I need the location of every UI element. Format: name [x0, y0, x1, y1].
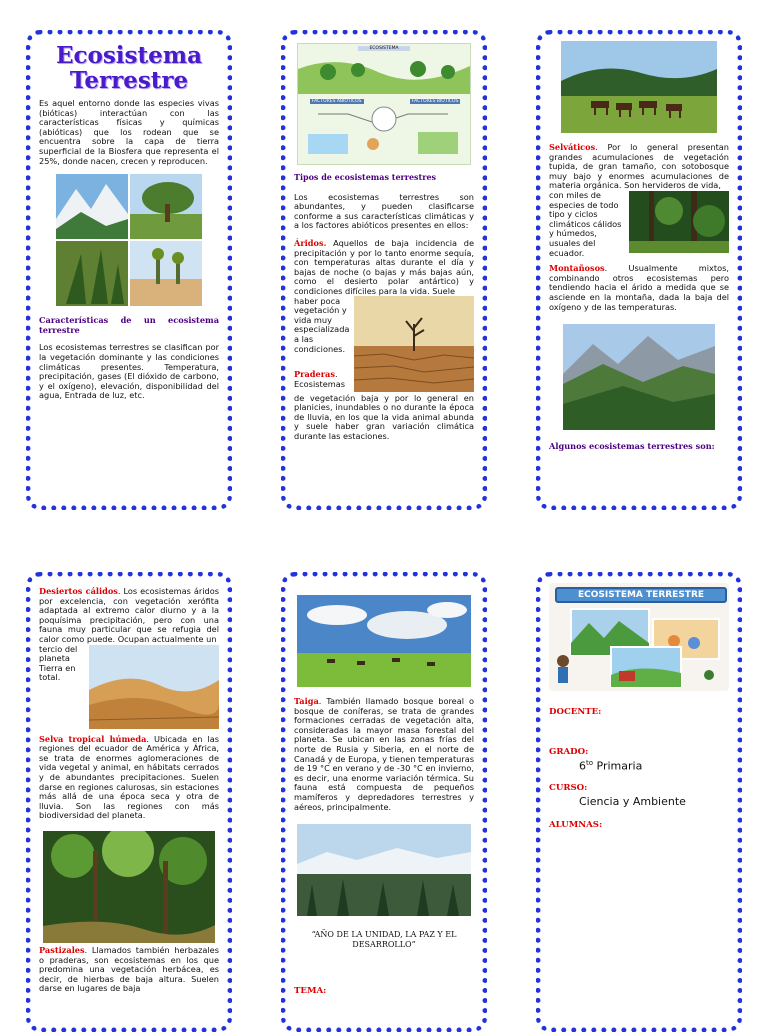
tema-label: TEMA: [294, 986, 327, 997]
ecosystems-collage-image [56, 174, 202, 306]
grado-value: $6^{to}$ Primaria [579, 759, 643, 773]
selva-text: Selva tropical húmeda. Ubicada en las regiones del ecuador de América y África, se trata de enormes aglomeraciones de vida vegetal y animal, en hábitats cerrados y de abundantes precipitaciones. Suelen darse en regiones calurosas, sin estaciones más allá de una época seca y otra de lluvia. Son las regiones con más biodiversidad del planeta. [39, 733, 219, 821]
panel-selvaticos: Selváticos. Por lo general presentan grandes acumulaciones de vegetación tupida, de gran tamaño, con sotobosque muy bajo y enormes acumulaciones de materia orgánica. Son hervideros de vida, con miles de especies de todo tipo y ciclos climáticos cálidos y húmedos, usuales del ecuador. Montañosos. Usualmente mixtos, combinando otros ecosistemas pero tendiendo hacia el árido a medida que se asciende en la montaña, dada la baja del oxígeno y de las temperaturas. Algunos ecosistemas terrestres son: [536, 30, 742, 510]
praderas-intro: Praderas. Ecosistemas [294, 369, 345, 389]
banner-title: ECOSISTEMA TERRESTRE [555, 587, 727, 603]
types-intro: Los ecosistemas terrestres son abundantes, y pueden clasificarse conforme a sus características climáticas y a los factores abióticos presentes en ellos: [294, 191, 474, 231]
algunos-heading: Algunos ecosistemas terrestres son: [549, 441, 715, 452]
panel-types: ECOSISTEMA FACTORES ABIÓTICOS FACTORES BIÓTICOS Tipos de ecosistemas terrestres Los ecosistemas terrestres son abundantes, y pueden clasificarse conforme a sus características climáticas y a los factores abióticos presentes en ellos: Áridos. Aquellos de baja incidencia de precipitación y por lo tanto enorme sequía, con temperaturas altas durante el día y bajas de noche (o bajas y más bajas aún, como el desierto polar antártico) y condiciones difíciles para la vida. Suele haber poca vegetación y vida muy especializada a las condiciones. Praderas. Ecosistemas de vegetación baja y por lo general en planicies, inundables o no durante la época de lluvia, en los que la vida animal abunda y suele haber gran variación climática durante las estaciones. [281, 30, 487, 510]
panel-cover [536, 572, 742, 1032]
jungle-image [629, 191, 729, 253]
aridos-text: Áridos. Aquellos de baja incidencia de precipitación y por lo tanto enorme sequía, con temperaturas altas durante el día y bajas de noche (o bajas y más bajas aún, como el desierto polar antártico) y condiciones difíciles para la vida. Suele [294, 237, 474, 296]
curso-label: CURSO: [549, 782, 588, 793]
praderas-text: de vegetación baja y por lo general en planicies, inundables o no durante la época de lluvia, en los que la vida animal abunda y suele haber gran variación climática durante las estaciones. [294, 392, 474, 441]
curso-value: Ciencia y Ambiente [579, 794, 686, 808]
montanosos-text: Montañosos. Usualmente mixtos, combinando otros ecosistemas pero tendiendo hacia el árido a medida que se asciende en la montaña, dada la baja del oxígeno y de las temperaturas. [549, 263, 729, 312]
cows-grassland-image [297, 595, 471, 687]
types-heading: Tipos de ecosistemas terrestres [294, 172, 437, 182]
taiga-forest-image [297, 824, 471, 916]
taiga-text: Taiga. También llamado bosque boreal o bosque de coníferas, se trata de grandes formaciones cerradas de vegetación alta, consideradas la mayor masa forestal del planeta. Se ubican en las zonas frías del norte de Rusia y Siberia, en el norte de Canadá y de Europa, y tienen temperaturas de 19 °C en verano y de -30 °C en invierno, es decir, una enorme variación térmica. Su fauna está compuesta de pequeños mamíferos y depredadores terrestres y aéreos, principalmente. [294, 696, 474, 812]
selvaticos-text: Selváticos. Por lo general presentan grandes acumulaciones de vegetación tupida, de gran tamaño, con sotobosque muy bajo y enormes acumulaciones de materia orgánica. Son hervideros de vida, [549, 142, 729, 191]
ecosystem-diagram: ECOSISTEMA FACTORES ABIÓTICOS FACTORES BIÓTICOS [297, 43, 471, 165]
rainforest-image [43, 831, 215, 943]
grado-label: GRADO: [549, 747, 589, 757]
docente-label: DOCENTE: [549, 707, 602, 717]
intro-text: Es aquel entorno donde las especies vivas (bióticas) interactúan con las características físicas y químicas (abióticas) que los rodean que se encuentra sobre la capa de tierra superficial de la Biosfera que representa el 25%, donde nacen, crecen y reproducen. [39, 98, 219, 166]
pastizales-text: Pastizales. Llamados también herbazales o praderas, son ecosistemas en los que predomina una vegetación herbácea, es decir, de hierbas de baja altura. Suelen darse en lugares de baja [39, 944, 219, 994]
arid-land-image [354, 296, 474, 392]
alumnas-label: ALUMNAS: [549, 819, 603, 830]
motto-text: “AÑO DE LA UNIDAD, LA PAZ Y EL DESARROLLO” [311, 930, 457, 950]
cover-banner [549, 583, 729, 691]
mountains-image [563, 324, 715, 430]
panel-desiertos: Desiertos cálidos. Los ecosistemas áridos por excelencia, con vegetación xerófita adaptada al extremo calor diurno y a la poquísima precipitación, pero con una fauna muy particular que se refugia del calor como puede. Ocupan actualmente un tercio del planeta Tierra en total. Selva tropical húmeda. Ubicada en las regiones del ecuador de América y África, se trata de enormes aglomeraciones de vida vegetal y animal, en hábitats cerrados y de abundantes precipitaciones. Suelen darse en regiones calurosas, sin estaciones más allá de una época seca y otra de lluvia. Son las regiones con más biodiversidad del planeta. Pastizales. Llamados también herbazales o praderas, son ecosistemas en los que predomina una vegetación herbácea, es decir, de hierbas de baja altura. Suelen darse en lugares de baja [26, 572, 232, 1032]
panel-taiga [281, 572, 487, 1032]
panel-intro [26, 30, 232, 510]
characteristics-text: Los ecosistemas terrestres se clasifican por la vegetación dominante y las condiciones climáticas presentes. Temperatura, precipitación, gases (El dióxido de carbono, y el oxígeno), elevación, disponibilidad del agua, Entrada de luz, etc. [39, 342, 219, 401]
characteristics-heading: Características de un ecosistema terrestre [39, 315, 219, 335]
horses-grassland-image [561, 41, 717, 133]
page-title: Ecosistema Terrestre [55, 42, 202, 94]
desert-dunes-image [89, 645, 219, 729]
desiertos-text: Desiertos cálidos. Los ecosistemas áridos por excelencia, con vegetación xerófita adaptada al extremo calor diurno y a la poquísima precipitación, pero con una fauna muy particular que se refugia del calor como puede. Ocupan actualmente un [39, 586, 220, 644]
